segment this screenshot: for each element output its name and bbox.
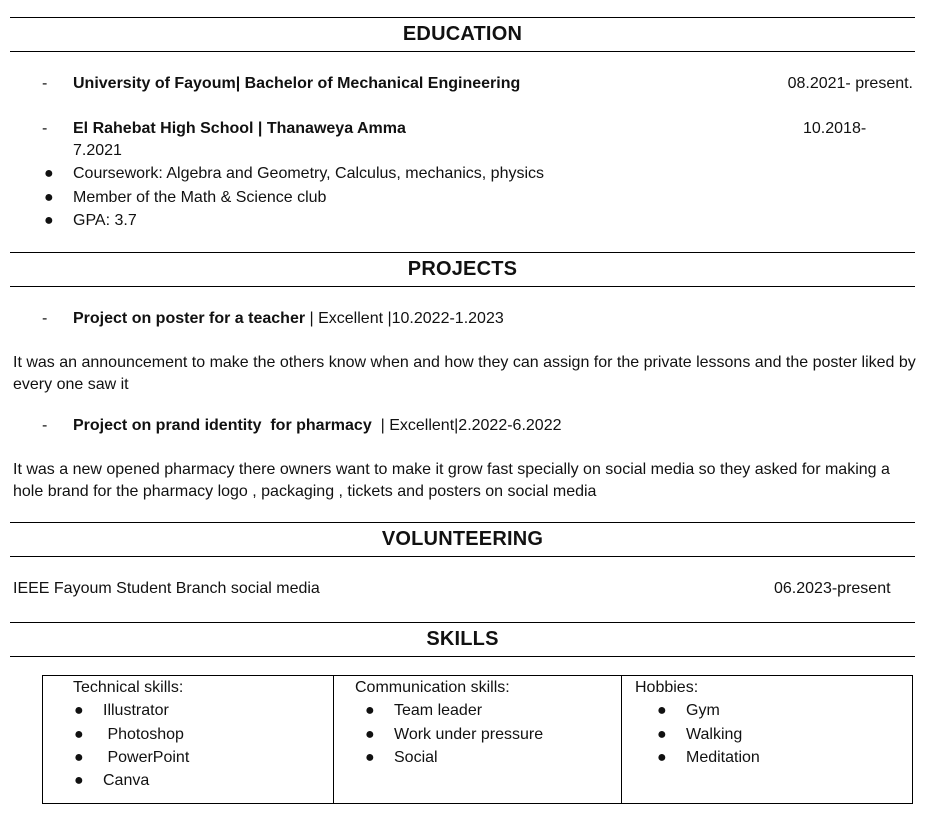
volunteering-date: 06.2023-present bbox=[774, 580, 891, 597]
volunteering-role: IEEE Fayoum Student Branch social media bbox=[13, 580, 320, 597]
education-dash-1: - bbox=[42, 75, 48, 92]
education-bullet-2: Member of the Math & Science club bbox=[73, 189, 327, 206]
skill-item: Work under pressure bbox=[394, 726, 544, 743]
projects-heading: PROJECTS bbox=[10, 252, 915, 287]
bullet-icon: ● bbox=[44, 189, 54, 206]
skills-table bbox=[42, 675, 913, 804]
project-title-2: Project on prand identity for pharmacy bbox=[73, 417, 372, 434]
project-meta-2: | Excellent|2.2022-6.2022 bbox=[371, 417, 562, 434]
education-school-2: El Rahebat High School | Thanaweya Amma bbox=[73, 120, 406, 137]
project-description-2: It was a new opened pharmacy there owners want to make it grow fast specially on social media so they asked for making a hole brand for the pharmacy logo , packaging , tickets and posters on social media bbox=[13, 461, 890, 500]
project-line-2 bbox=[73, 417, 562, 435]
education-bullet-3: GPA: 3.7 bbox=[73, 212, 137, 229]
bullet-icon: ● bbox=[74, 749, 84, 766]
bullet-icon: ● bbox=[657, 749, 667, 766]
bullet-icon: ● bbox=[365, 749, 375, 766]
bullet-icon: ● bbox=[365, 702, 375, 719]
education-date-2-cont: 7.2021 bbox=[73, 142, 122, 159]
project-dash-1: - bbox=[42, 310, 48, 327]
bullet-icon: ● bbox=[44, 165, 54, 182]
skill-item: Meditation bbox=[686, 749, 760, 766]
education-date-2: 10.2018- bbox=[803, 120, 867, 137]
education-school-1: University of Fayoum| Bachelor of Mechanical Engineering bbox=[73, 75, 521, 92]
bullet-icon: ● bbox=[74, 726, 84, 743]
skills-column-title: Technical skills: bbox=[73, 679, 184, 696]
skill-item: PowerPoint bbox=[103, 749, 190, 766]
skills-column-technical bbox=[43, 676, 333, 803]
skills-column-title: Hobbies: bbox=[635, 679, 699, 696]
bullet-icon: ● bbox=[365, 726, 375, 743]
project-title-1: Project on poster for a teacher bbox=[73, 310, 306, 327]
bullet-icon: ● bbox=[657, 702, 667, 719]
project-dash-2: - bbox=[42, 417, 48, 434]
volunteering-heading: VOLUNTEERING bbox=[10, 522, 915, 557]
education-dash-2: - bbox=[42, 120, 48, 137]
skill-item: Illustrator bbox=[103, 702, 169, 719]
project-description-1: It was an announcement to make the others know when and how they can assign for the private lessons and the poster liked by every one saw it bbox=[13, 354, 916, 393]
skill-item: Social bbox=[394, 749, 438, 766]
skill-item: Gym bbox=[686, 702, 720, 719]
education-date-1: 08.2021- present. bbox=[787, 75, 913, 92]
skills-column-hobbies bbox=[621, 676, 913, 803]
skill-item: Photoshop bbox=[103, 726, 184, 743]
bullet-icon: ● bbox=[74, 772, 84, 789]
skill-item: Team leader bbox=[394, 702, 483, 719]
bullet-icon: ● bbox=[74, 702, 84, 719]
education-heading: EDUCATION bbox=[10, 17, 915, 52]
skill-item: Canva bbox=[103, 772, 150, 789]
skills-heading: SKILLS bbox=[10, 622, 915, 657]
skills-column-title: Communication skills: bbox=[355, 679, 510, 696]
bullet-icon: ● bbox=[44, 212, 54, 229]
education-bullet-1: Coursework: Algebra and Geometry, Calculus, mechanics, physics bbox=[73, 165, 545, 182]
project-line-1 bbox=[73, 310, 504, 328]
bullet-icon: ● bbox=[657, 726, 667, 743]
skills-column-communication bbox=[333, 676, 622, 803]
skill-item: Walking bbox=[686, 726, 743, 743]
project-meta-1: | Excellent |10.2022-1.2023 bbox=[305, 310, 504, 327]
